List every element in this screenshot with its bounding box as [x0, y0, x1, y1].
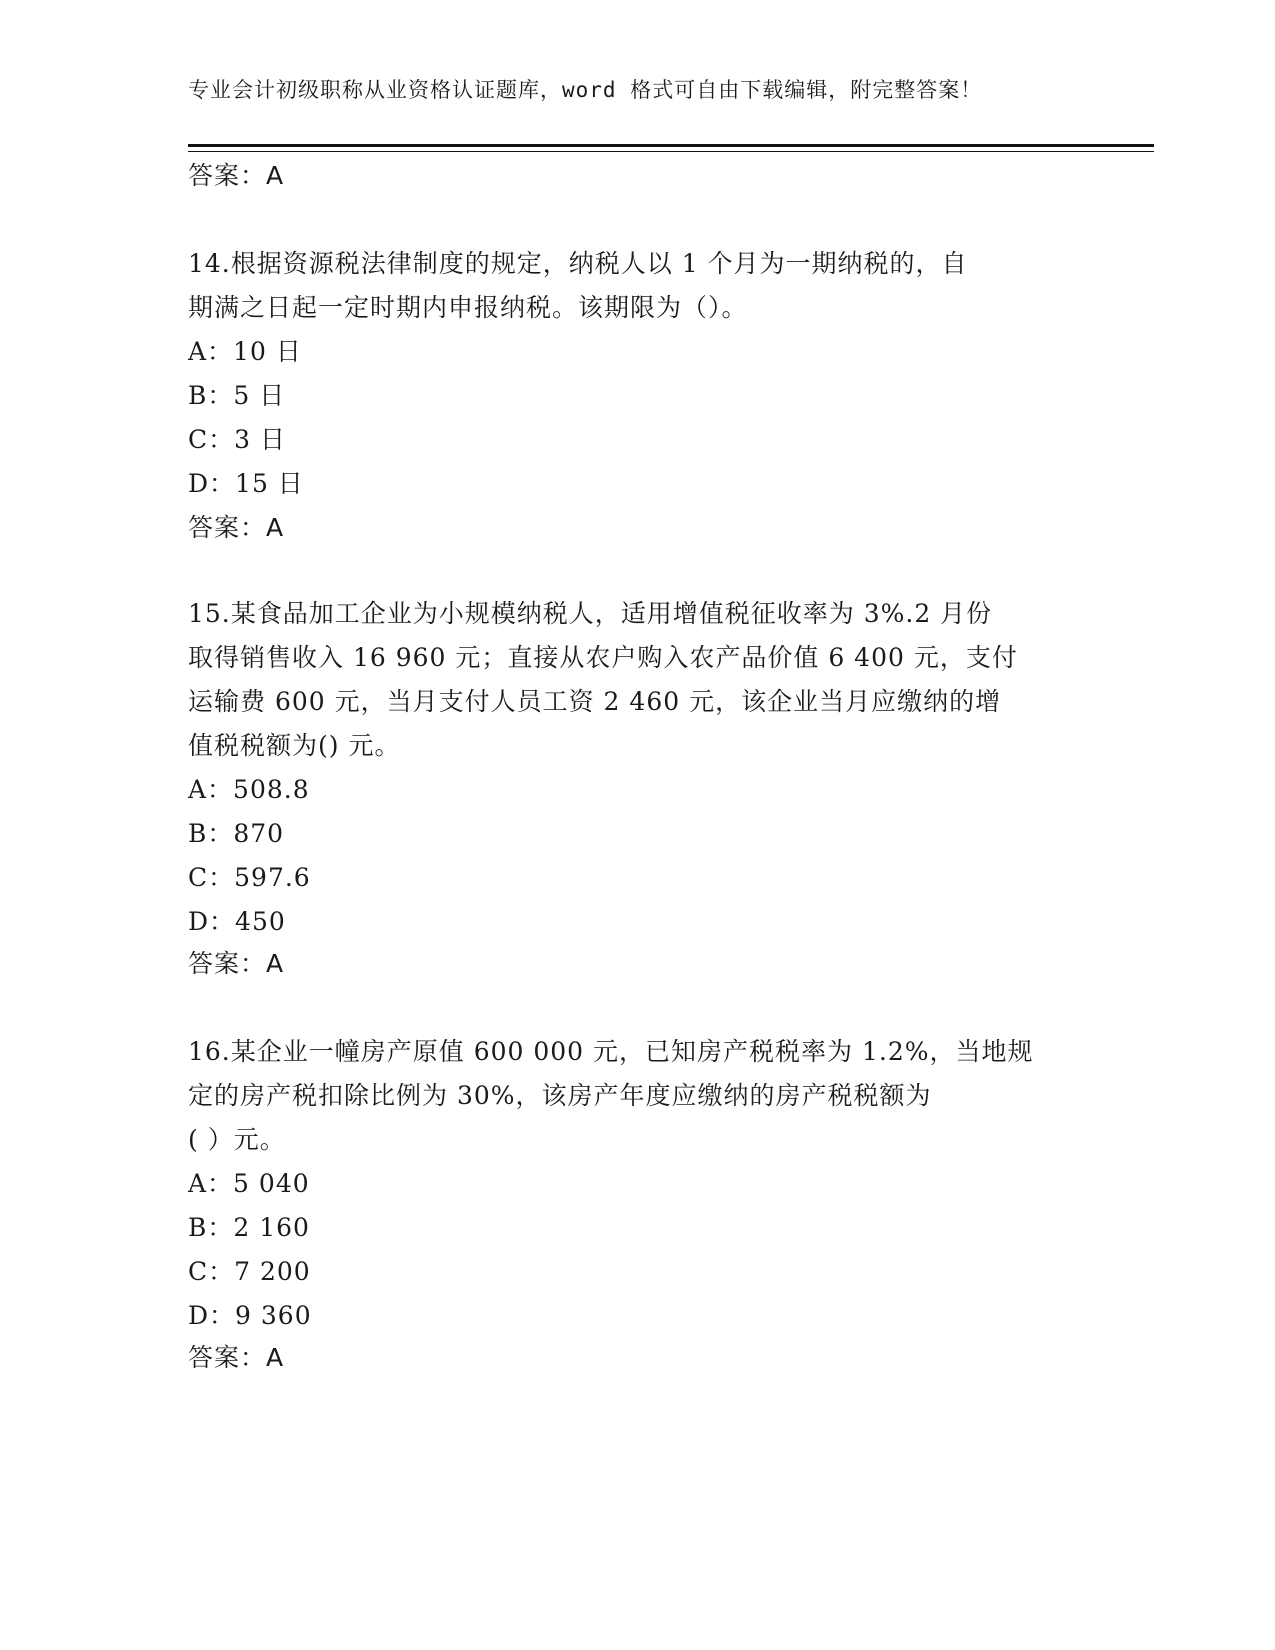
question-15-option-a: A：508.8 — [188, 775, 310, 804]
question-16-stem-line-3: ( ）元。 — [188, 1125, 286, 1154]
question-15-option-c: C：597.6 — [188, 863, 311, 892]
question-16-option-a: A：5 040 — [188, 1169, 310, 1198]
answer-13: 答案：A — [188, 161, 285, 190]
question-14-option-a: A：10 日 — [188, 337, 302, 366]
header-rule-thick — [188, 144, 1154, 147]
question-14-stem-line-2: 期满之日起一定时期内申报纳税。该期限为（）。 — [188, 293, 748, 322]
question-16-stem-line-2: 定的房产税扣除比例为 30%，该房产年度应缴纳的房产税税额为 — [188, 1081, 932, 1110]
page-header: 专业会计初级职称从业资格认证题库，word 格式可自由下载编辑，附完整答案！ — [188, 78, 983, 102]
question-15-answer: 答案：A — [188, 949, 285, 978]
question-15-option-b: B：870 — [188, 819, 285, 848]
question-15-stem-line-3: 运输费 600 元，当月支付人员工资 2 460 元，该企业当月应缴纳的增 — [188, 687, 1002, 716]
question-16-option-b: B：2 160 — [188, 1213, 310, 1242]
question-14-option-d: D：15 日 — [188, 469, 304, 498]
question-16-answer: 答案：A — [188, 1343, 285, 1372]
question-16-option-c: C：7 200 — [188, 1257, 311, 1286]
question-16-option-d: D：9 360 — [188, 1301, 312, 1330]
question-15-option-d: D：450 — [188, 907, 286, 936]
question-16-stem-line-1: 16.某企业一幢房产原值 600 000 元，已知房产税税率为 1.2%，当地规 — [188, 1037, 1034, 1066]
question-15-stem-line-2: 取得销售收入 16 960 元；直接从农户购入农产品价值 6 400 元，支付 — [188, 643, 1018, 672]
question-15-stem-line-1: 15.某食品加工企业为小规模纳税人，适用增值税征收率为 3%.2 月份 — [188, 599, 993, 628]
question-14-option-b: B：5 日 — [188, 381, 286, 410]
header-rule-thin — [188, 151, 1154, 152]
question-14-option-c: C：3 日 — [188, 425, 286, 454]
question-14-stem-line-1: 14.根据资源税法律制度的规定，纳税人以 1 个月为一期纳税的，自 — [188, 249, 968, 278]
question-14-answer: 答案：A — [188, 513, 285, 542]
question-15-stem-line-4: 值税税额为() 元。 — [188, 731, 401, 760]
